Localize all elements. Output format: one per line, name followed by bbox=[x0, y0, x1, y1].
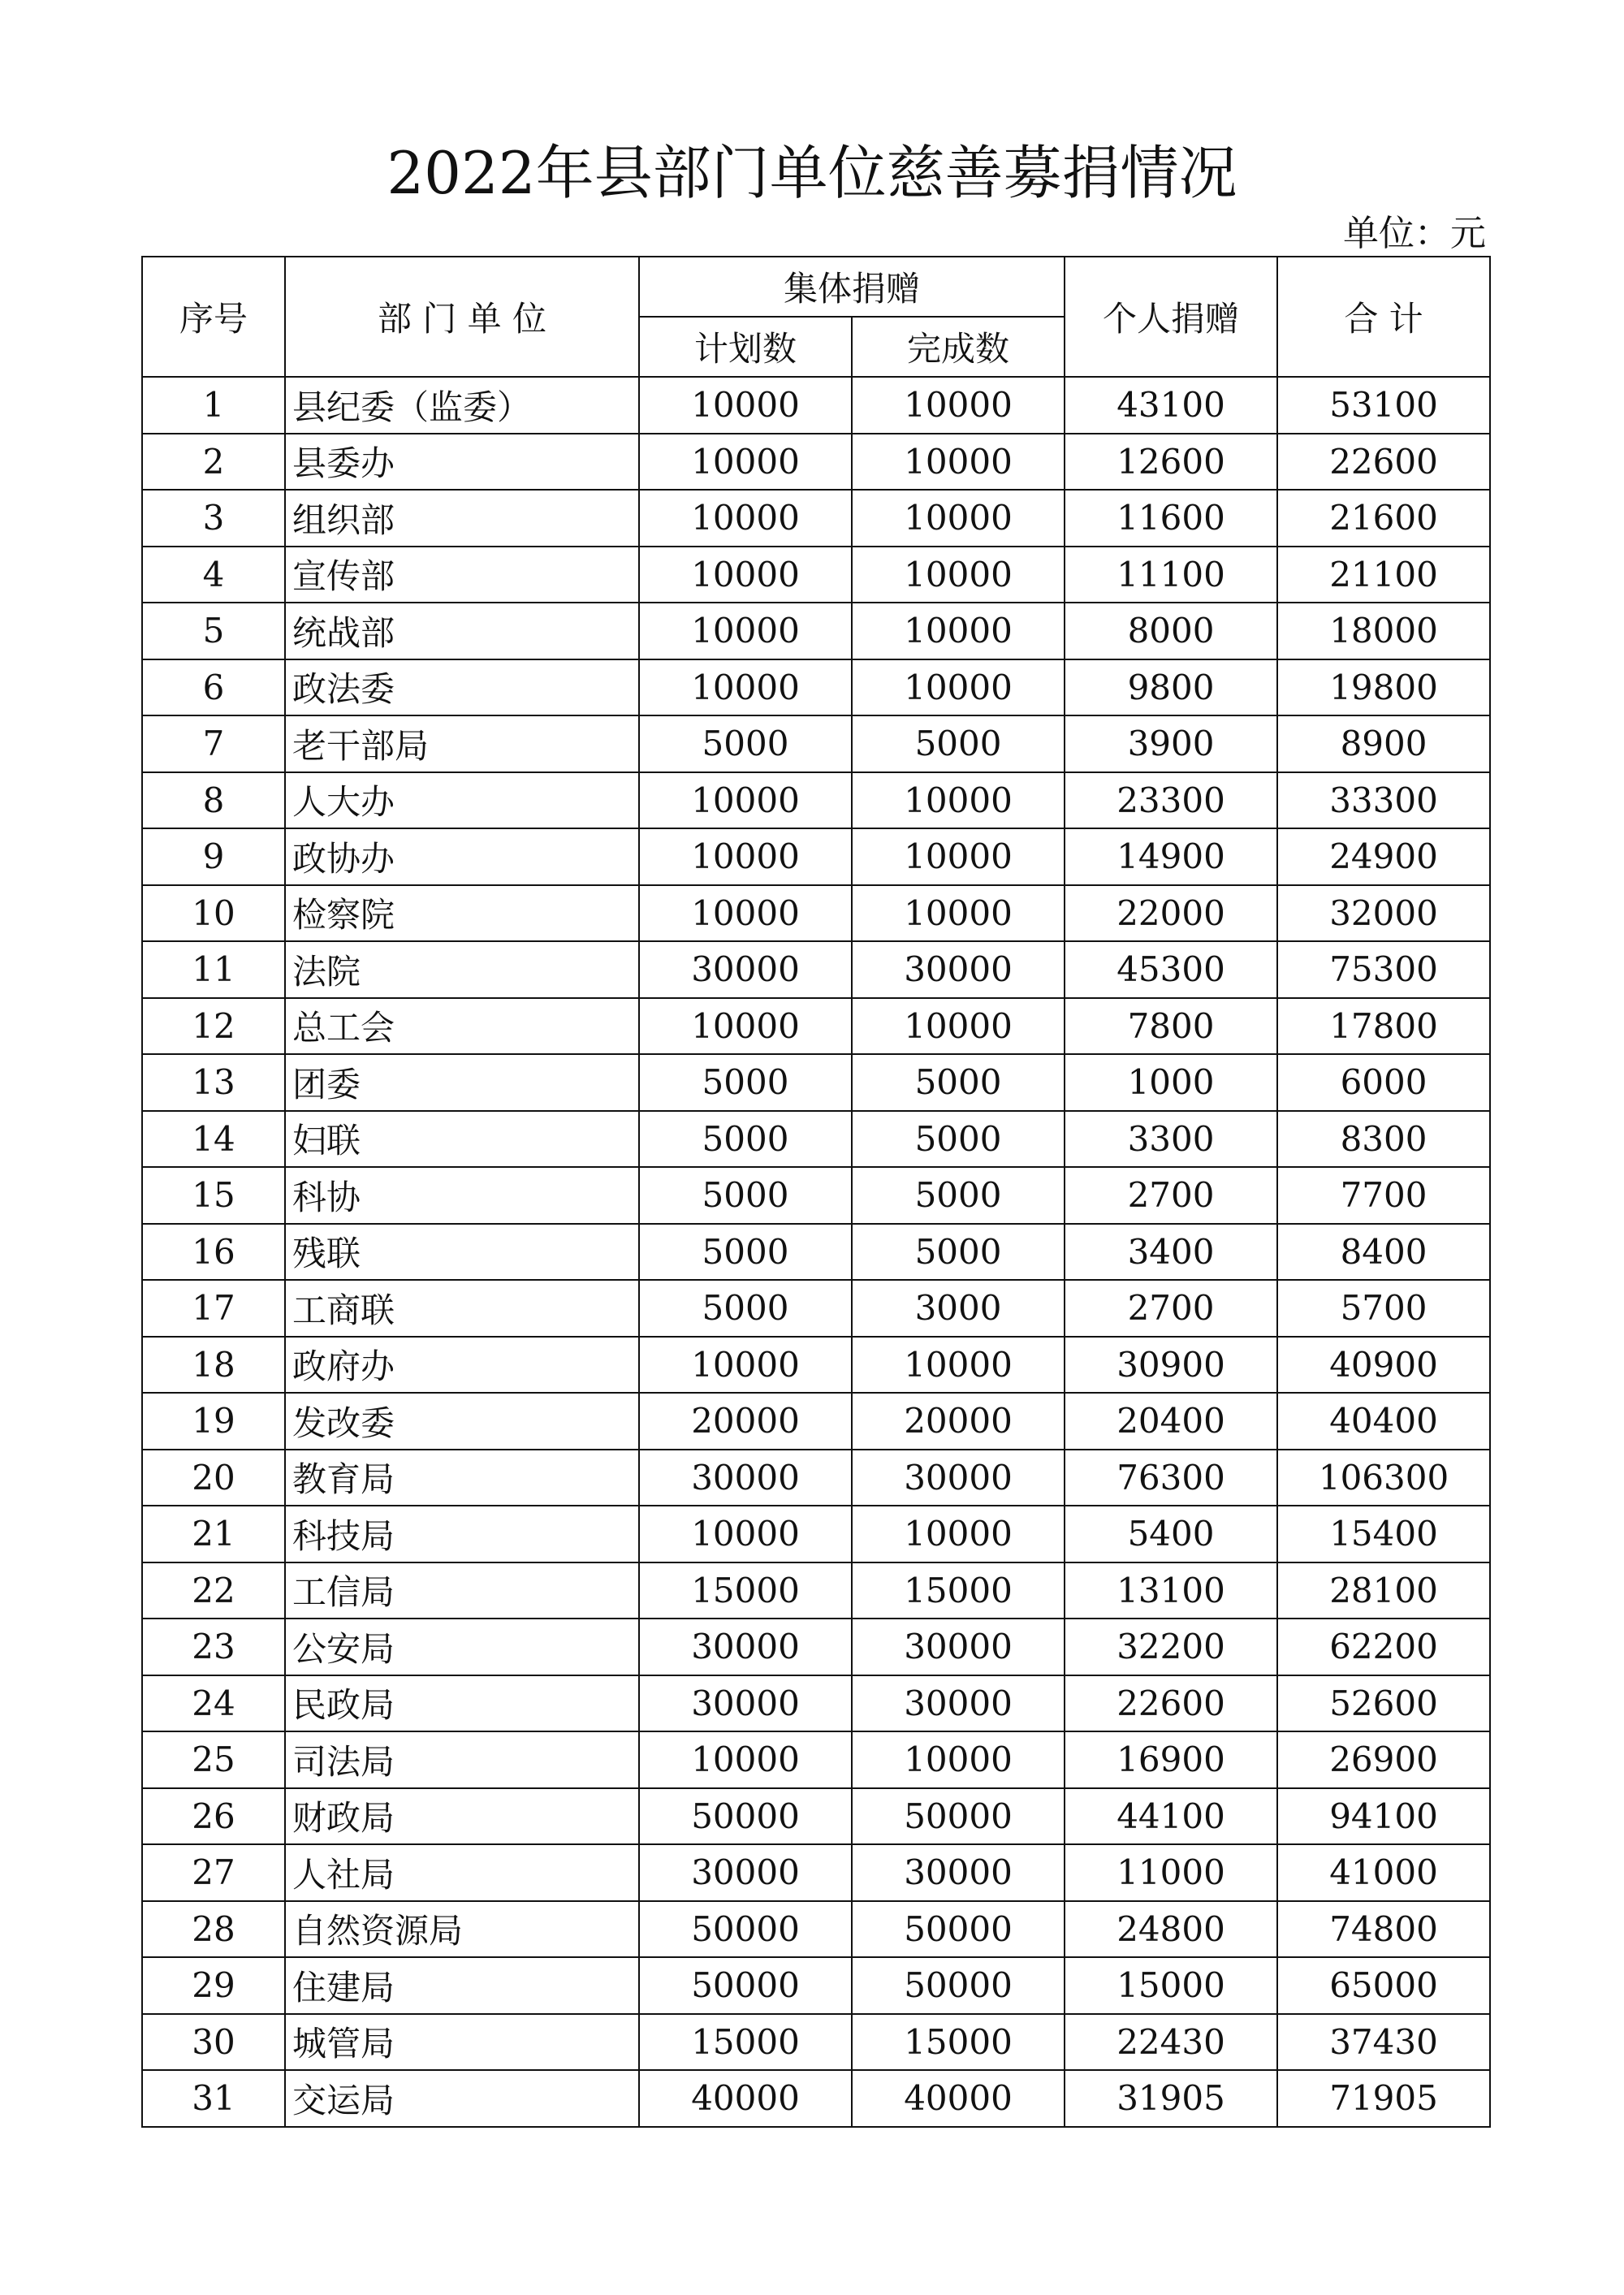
cell-seq: 10 bbox=[142, 885, 285, 942]
cell-plan: 10000 bbox=[639, 998, 852, 1055]
cell-seq: 24 bbox=[142, 1675, 285, 1732]
cell-done: 15000 bbox=[852, 2014, 1065, 2071]
cell-done: 10000 bbox=[852, 659, 1065, 716]
cell-personal: 14900 bbox=[1065, 828, 1277, 885]
cell-plan: 15000 bbox=[639, 2014, 852, 2071]
table-row bbox=[142, 659, 1490, 716]
cell-done: 5000 bbox=[852, 1224, 1065, 1281]
cell-plan: 10000 bbox=[639, 885, 852, 942]
cell-plan: 5000 bbox=[639, 1224, 852, 1281]
cell-seq: 30 bbox=[142, 2014, 285, 2071]
cell-done: 50000 bbox=[852, 1901, 1065, 1958]
cell-total: 40900 bbox=[1277, 1337, 1490, 1394]
cell-total: 24900 bbox=[1277, 828, 1490, 885]
cell-plan: 10000 bbox=[639, 547, 852, 603]
cell-total: 22600 bbox=[1277, 434, 1490, 491]
cell-done: 20000 bbox=[852, 1393, 1065, 1450]
cell-personal: 2700 bbox=[1065, 1280, 1277, 1337]
cell-seq: 14 bbox=[142, 1111, 285, 1168]
cell-dept: 工商联 bbox=[285, 1280, 639, 1337]
cell-personal: 44100 bbox=[1065, 1788, 1277, 1845]
table-row bbox=[142, 1731, 1490, 1788]
cell-personal: 5400 bbox=[1065, 1506, 1277, 1562]
cell-dept: 科协 bbox=[285, 1167, 639, 1224]
cell-dept: 教育局 bbox=[285, 1450, 639, 1506]
header-plan: 计划数 bbox=[639, 317, 852, 377]
header-total: 合 计 bbox=[1277, 257, 1490, 377]
cell-personal: 12600 bbox=[1065, 434, 1277, 491]
table-row bbox=[142, 1788, 1490, 1845]
table-row bbox=[142, 828, 1490, 885]
cell-dept: 县委办 bbox=[285, 434, 639, 491]
cell-total: 21600 bbox=[1277, 490, 1490, 547]
table-row bbox=[142, 941, 1490, 998]
cell-personal: 22000 bbox=[1065, 885, 1277, 942]
cell-seq: 16 bbox=[142, 1224, 285, 1281]
cell-done: 30000 bbox=[852, 1844, 1065, 1901]
cell-done: 10000 bbox=[852, 1506, 1065, 1562]
table-row bbox=[142, 885, 1490, 942]
cell-total: 19800 bbox=[1277, 659, 1490, 716]
cell-dept: 老干部局 bbox=[285, 715, 639, 772]
cell-personal: 43100 bbox=[1065, 377, 1277, 434]
cell-dept: 住建局 bbox=[285, 1957, 639, 2014]
cell-personal: 1000 bbox=[1065, 1054, 1277, 1111]
cell-seq: 11 bbox=[142, 941, 285, 998]
cell-done: 5000 bbox=[852, 1111, 1065, 1168]
cell-plan: 50000 bbox=[639, 1901, 852, 1958]
cell-seq: 25 bbox=[142, 1731, 285, 1788]
table-row bbox=[142, 434, 1490, 491]
cell-seq: 3 bbox=[142, 490, 285, 547]
cell-done: 3000 bbox=[852, 1280, 1065, 1337]
cell-total: 8300 bbox=[1277, 1111, 1490, 1168]
cell-dept: 城管局 bbox=[285, 2014, 639, 2071]
cell-dept: 检察院 bbox=[285, 885, 639, 942]
cell-dept: 发改委 bbox=[285, 1393, 639, 1450]
cell-personal: 3900 bbox=[1065, 715, 1277, 772]
table-row bbox=[142, 772, 1490, 829]
cell-total: 5700 bbox=[1277, 1280, 1490, 1337]
cell-personal: 11100 bbox=[1065, 547, 1277, 603]
cell-seq: 17 bbox=[142, 1280, 285, 1337]
cell-plan: 20000 bbox=[639, 1393, 852, 1450]
cell-dept: 人大办 bbox=[285, 772, 639, 829]
cell-done: 40000 bbox=[852, 2070, 1065, 2127]
cell-dept: 县纪委（监委） bbox=[285, 377, 639, 434]
cell-done: 5000 bbox=[852, 1054, 1065, 1111]
cell-done: 10000 bbox=[852, 885, 1065, 942]
cell-plan: 15000 bbox=[639, 1562, 852, 1619]
cell-plan: 5000 bbox=[639, 1111, 852, 1168]
cell-seq: 18 bbox=[142, 1337, 285, 1394]
cell-done: 10000 bbox=[852, 377, 1065, 434]
cell-dept: 团委 bbox=[285, 1054, 639, 1111]
table-row bbox=[142, 1111, 1490, 1168]
header-dept: 部 门 单 位 bbox=[285, 257, 639, 377]
cell-done: 10000 bbox=[852, 603, 1065, 659]
cell-personal: 45300 bbox=[1065, 941, 1277, 998]
cell-plan: 10000 bbox=[639, 1337, 852, 1394]
cell-done: 10000 bbox=[852, 434, 1065, 491]
table-row bbox=[142, 715, 1490, 772]
cell-plan: 30000 bbox=[639, 1844, 852, 1901]
cell-total: 17800 bbox=[1277, 998, 1490, 1055]
cell-plan: 5000 bbox=[639, 715, 852, 772]
cell-plan: 10000 bbox=[639, 828, 852, 885]
cell-dept: 残联 bbox=[285, 1224, 639, 1281]
cell-seq: 15 bbox=[142, 1167, 285, 1224]
cell-plan: 30000 bbox=[639, 1675, 852, 1732]
table-row bbox=[142, 1167, 1490, 1224]
cell-done: 10000 bbox=[852, 772, 1065, 829]
cell-seq: 5 bbox=[142, 603, 285, 659]
cell-done: 10000 bbox=[852, 1337, 1065, 1394]
cell-plan: 5000 bbox=[639, 1054, 852, 1111]
cell-seq: 4 bbox=[142, 547, 285, 603]
cell-personal: 32200 bbox=[1065, 1619, 1277, 1675]
table-row bbox=[142, 1844, 1490, 1901]
header-done: 完成数 bbox=[852, 317, 1065, 377]
cell-plan: 10000 bbox=[639, 490, 852, 547]
cell-personal: 11000 bbox=[1065, 1844, 1277, 1901]
cell-done: 30000 bbox=[852, 1619, 1065, 1675]
cell-seq: 12 bbox=[142, 998, 285, 1055]
cell-seq: 19 bbox=[142, 1393, 285, 1450]
cell-done: 5000 bbox=[852, 1167, 1065, 1224]
cell-total: 8900 bbox=[1277, 715, 1490, 772]
cell-personal: 13100 bbox=[1065, 1562, 1277, 1619]
cell-personal: 31905 bbox=[1065, 2070, 1277, 2127]
cell-dept: 交运局 bbox=[285, 2070, 639, 2127]
cell-dept: 民政局 bbox=[285, 1675, 639, 1732]
cell-dept: 公安局 bbox=[285, 1619, 639, 1675]
cell-seq: 1 bbox=[142, 377, 285, 434]
cell-dept: 自然资源局 bbox=[285, 1901, 639, 1958]
cell-total: 65000 bbox=[1277, 1957, 1490, 2014]
cell-total: 28100 bbox=[1277, 1562, 1490, 1619]
cell-plan: 30000 bbox=[639, 1450, 852, 1506]
cell-seq: 13 bbox=[142, 1054, 285, 1111]
cell-total: 75300 bbox=[1277, 941, 1490, 998]
cell-personal: 2700 bbox=[1065, 1167, 1277, 1224]
cell-plan: 10000 bbox=[639, 603, 852, 659]
cell-dept: 宣传部 bbox=[285, 547, 639, 603]
header-collective: 集体捐赠 bbox=[639, 257, 1065, 317]
cell-plan: 10000 bbox=[639, 434, 852, 491]
cell-personal: 7800 bbox=[1065, 998, 1277, 1055]
table-row bbox=[142, 603, 1490, 659]
cell-total: 53100 bbox=[1277, 377, 1490, 434]
table-row bbox=[142, 1280, 1490, 1337]
cell-done: 10000 bbox=[852, 828, 1065, 885]
cell-done: 50000 bbox=[852, 1788, 1065, 1845]
cell-personal: 30900 bbox=[1065, 1337, 1277, 1394]
cell-total: 74800 bbox=[1277, 1901, 1490, 1958]
cell-done: 15000 bbox=[852, 1562, 1065, 1619]
cell-total: 18000 bbox=[1277, 603, 1490, 659]
table-row bbox=[142, 547, 1490, 603]
cell-personal: 22430 bbox=[1065, 2014, 1277, 2071]
cell-seq: 6 bbox=[142, 659, 285, 716]
table-row bbox=[142, 1901, 1490, 1958]
cell-personal: 3300 bbox=[1065, 1111, 1277, 1168]
cell-seq: 29 bbox=[142, 1957, 285, 2014]
cell-personal: 76300 bbox=[1065, 1450, 1277, 1506]
cell-done: 30000 bbox=[852, 1675, 1065, 1732]
cell-personal: 16900 bbox=[1065, 1731, 1277, 1788]
table-row bbox=[142, 1393, 1490, 1450]
cell-total: 6000 bbox=[1277, 1054, 1490, 1111]
cell-seq: 27 bbox=[142, 1844, 285, 1901]
cell-plan: 5000 bbox=[639, 1167, 852, 1224]
cell-dept: 妇联 bbox=[285, 1111, 639, 1168]
cell-seq: 23 bbox=[142, 1619, 285, 1675]
page-title: 2022年县部门单位慈善募捐情况 bbox=[387, 139, 1237, 207]
cell-dept: 司法局 bbox=[285, 1731, 639, 1788]
cell-seq: 22 bbox=[142, 1562, 285, 1619]
cell-personal: 22600 bbox=[1065, 1675, 1277, 1732]
cell-seq: 9 bbox=[142, 828, 285, 885]
cell-personal: 8000 bbox=[1065, 603, 1277, 659]
cell-total: 7700 bbox=[1277, 1167, 1490, 1224]
cell-total: 41000 bbox=[1277, 1844, 1490, 1901]
cell-dept: 工信局 bbox=[285, 1562, 639, 1619]
cell-total: 26900 bbox=[1277, 1731, 1490, 1788]
cell-total: 37430 bbox=[1277, 2014, 1490, 2071]
cell-personal: 24800 bbox=[1065, 1901, 1277, 1958]
cell-dept: 科技局 bbox=[285, 1506, 639, 1562]
cell-plan: 10000 bbox=[639, 659, 852, 716]
table-row bbox=[142, 490, 1490, 547]
cell-done: 30000 bbox=[852, 1450, 1065, 1506]
header-seq: 序号 bbox=[142, 257, 285, 377]
cell-dept: 政协办 bbox=[285, 828, 639, 885]
cell-plan: 10000 bbox=[639, 772, 852, 829]
cell-dept: 财政局 bbox=[285, 1788, 639, 1845]
cell-dept: 政府办 bbox=[285, 1337, 639, 1394]
cell-total: 62200 bbox=[1277, 1619, 1490, 1675]
cell-total: 40400 bbox=[1277, 1393, 1490, 1450]
cell-done: 10000 bbox=[852, 490, 1065, 547]
cell-plan: 30000 bbox=[639, 941, 852, 998]
cell-personal: 20400 bbox=[1065, 1393, 1277, 1450]
cell-personal: 3400 bbox=[1065, 1224, 1277, 1281]
cell-done: 10000 bbox=[852, 1731, 1065, 1788]
table-row bbox=[142, 2014, 1490, 2071]
cell-done: 10000 bbox=[852, 998, 1065, 1055]
table-row bbox=[142, 1337, 1490, 1394]
cell-plan: 50000 bbox=[639, 1957, 852, 2014]
cell-total: 33300 bbox=[1277, 772, 1490, 829]
cell-dept: 组织部 bbox=[285, 490, 639, 547]
table-row bbox=[142, 1619, 1490, 1675]
table-header bbox=[142, 257, 1490, 377]
cell-plan: 10000 bbox=[639, 1506, 852, 1562]
cell-plan: 50000 bbox=[639, 1788, 852, 1845]
header-personal: 个人捐赠 bbox=[1065, 257, 1277, 377]
cell-total: 21100 bbox=[1277, 547, 1490, 603]
cell-seq: 28 bbox=[142, 1901, 285, 1958]
cell-dept: 人社局 bbox=[285, 1844, 639, 1901]
cell-plan: 5000 bbox=[639, 1280, 852, 1337]
cell-plan: 10000 bbox=[639, 377, 852, 434]
cell-seq: 2 bbox=[142, 434, 285, 491]
cell-seq: 7 bbox=[142, 715, 285, 772]
cell-personal: 23300 bbox=[1065, 772, 1277, 829]
cell-plan: 30000 bbox=[639, 1619, 852, 1675]
cell-total: 8400 bbox=[1277, 1224, 1490, 1281]
table-row bbox=[142, 1562, 1490, 1619]
table-row bbox=[142, 377, 1490, 434]
table-row bbox=[142, 2070, 1490, 2127]
table-row bbox=[142, 1506, 1490, 1562]
table-row bbox=[142, 1054, 1490, 1111]
cell-total: 32000 bbox=[1277, 885, 1490, 942]
cell-personal: 15000 bbox=[1065, 1957, 1277, 2014]
unit-label: 单位：元 bbox=[1343, 213, 1486, 254]
table-row bbox=[142, 998, 1490, 1055]
cell-seq: 20 bbox=[142, 1450, 285, 1506]
cell-done: 10000 bbox=[852, 547, 1065, 603]
cell-total: 71905 bbox=[1277, 2070, 1490, 2127]
cell-dept: 法院 bbox=[285, 941, 639, 998]
cell-seq: 26 bbox=[142, 1788, 285, 1845]
cell-done: 5000 bbox=[852, 715, 1065, 772]
cell-done: 30000 bbox=[852, 941, 1065, 998]
cell-total: 94100 bbox=[1277, 1788, 1490, 1845]
cell-personal: 11600 bbox=[1065, 490, 1277, 547]
cell-total: 106300 bbox=[1277, 1450, 1490, 1506]
cell-seq: 21 bbox=[142, 1506, 285, 1562]
cell-plan: 40000 bbox=[639, 2070, 852, 2127]
table-row bbox=[142, 1224, 1490, 1281]
cell-total: 52600 bbox=[1277, 1675, 1490, 1732]
table-body bbox=[142, 377, 1490, 2127]
cell-personal: 9800 bbox=[1065, 659, 1277, 716]
cell-dept: 政法委 bbox=[285, 659, 639, 716]
table-row bbox=[142, 1450, 1490, 1506]
cell-dept: 总工会 bbox=[285, 998, 639, 1055]
cell-dept: 统战部 bbox=[285, 603, 639, 659]
table-row bbox=[142, 1957, 1490, 2014]
cell-plan: 10000 bbox=[639, 1731, 852, 1788]
cell-seq: 31 bbox=[142, 2070, 285, 2127]
cell-done: 50000 bbox=[852, 1957, 1065, 2014]
donation-table bbox=[141, 256, 1491, 2128]
cell-seq: 8 bbox=[142, 772, 285, 829]
cell-total: 15400 bbox=[1277, 1506, 1490, 1562]
table-row bbox=[142, 1675, 1490, 1732]
